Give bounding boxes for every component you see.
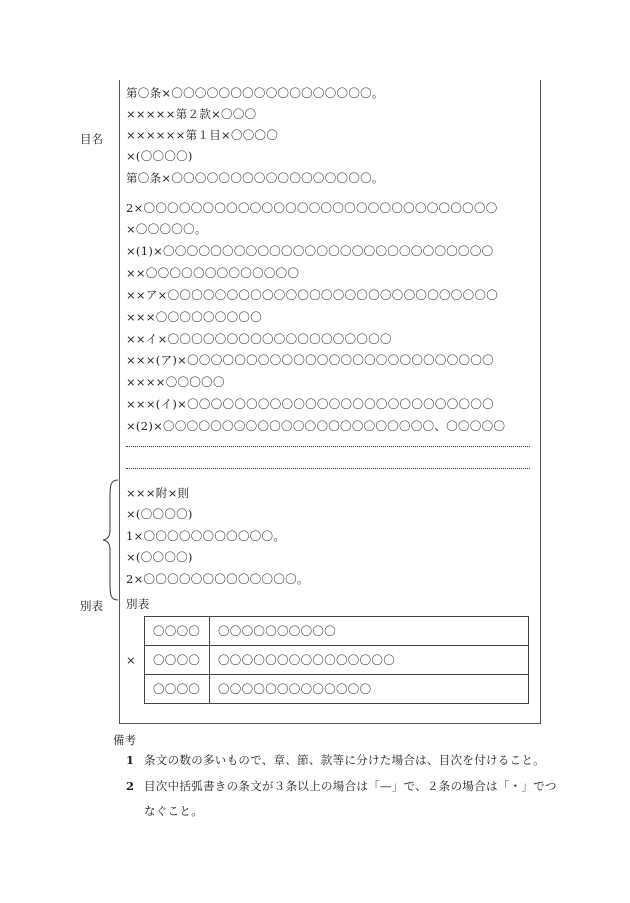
appendix-line: ×(〇〇〇〇) [126, 507, 193, 521]
toc-line: ××イ×〇〇〇〇〇〇〇〇〇〇〇〇〇〇〇〇〇〇〇 [126, 332, 392, 346]
table-row [145, 617, 529, 646]
note-item [126, 753, 545, 767]
toc-line: ×(〇〇〇〇) [126, 149, 193, 163]
table-cell: 〇〇〇〇〇〇〇〇〇〇 [210, 617, 529, 646]
note-text: 目次中括弧書きの条文が３条以上の場合は「—」で、２条の場合は「・」でつ [144, 779, 557, 793]
notes-title: 備考 [113, 733, 136, 747]
toc-line: ×(1)×〇〇〇〇〇〇〇〇〇〇〇〇〇〇〇〇〇〇〇〇〇〇〇〇〇〇〇〇 [126, 244, 494, 258]
table-cell: 〇〇〇〇〇〇〇〇〇〇〇〇〇〇〇 [210, 646, 529, 675]
toc-line: ××××××第１目×〇〇〇〇 [126, 128, 279, 142]
note-text: 条文の数の多いもので、章、節、款等に分けた場合は、目次を付けること。 [144, 753, 545, 767]
note-item [144, 804, 203, 818]
table-cell: 〇〇〇〇 [145, 675, 210, 704]
table-cell: 〇〇〇〇〇〇〇〇〇〇〇〇〇 [210, 675, 529, 704]
toc-line: ××××〇〇〇〇〇 [126, 375, 225, 389]
toc-line: 第〇条×〇〇〇〇〇〇〇〇〇〇〇〇〇〇〇〇〇。 [126, 86, 384, 100]
table-row [145, 675, 529, 704]
toc-line: ×××(イ)×〇〇〇〇〇〇〇〇〇〇〇〇〇〇〇〇〇〇〇〇〇〇〇〇〇〇 [126, 397, 494, 411]
dotted-separator [126, 468, 530, 470]
toc-line: 第〇条×〇〇〇〇〇〇〇〇〇〇〇〇〇〇〇〇〇。 [126, 171, 384, 185]
table-cell: 〇〇〇〇 [145, 646, 210, 675]
note-text: なぐこと。 [144, 804, 203, 818]
dotted-separator [126, 446, 530, 448]
note-number: 2 [126, 779, 135, 793]
beppyo-heading: 別表 [126, 597, 150, 611]
side-label-beppyo: 別表 [80, 599, 103, 613]
table-cross-mark: × [126, 653, 136, 667]
toc-line: ×(2)×〇〇〇〇〇〇〇〇〇〇〇〇〇〇〇〇〇〇〇〇〇〇〇、〇〇〇〇〇 [126, 419, 506, 433]
toc-line: ×××〇〇〇〇〇〇〇〇〇 [126, 310, 263, 324]
appendix-line: 2×〇〇〇〇〇〇〇〇〇〇〇〇〇。 [126, 572, 309, 586]
beppyo-table [144, 616, 529, 704]
toc-line: ××ア×〇〇〇〇〇〇〇〇〇〇〇〇〇〇〇〇〇〇〇〇〇〇〇〇〇〇〇〇 [126, 288, 499, 302]
appendix-line: ×××附×則 [126, 486, 190, 500]
toc-line: ×××××第２款×〇〇〇 [126, 107, 257, 121]
toc-line: ××〇〇〇〇〇〇〇〇〇〇〇〇〇 [126, 266, 300, 280]
side-label-mokuji: 目名 [80, 132, 103, 146]
appendix-line: 1×〇〇〇〇〇〇〇〇〇〇〇。 [126, 529, 286, 543]
toc-line: ×××(ア)×〇〇〇〇〇〇〇〇〇〇〇〇〇〇〇〇〇〇〇〇〇〇〇〇〇〇 [126, 353, 494, 367]
brace-icon [100, 478, 122, 602]
note-number: 1 [126, 753, 135, 767]
toc-line: 2×〇〇〇〇〇〇〇〇〇〇〇〇〇〇〇〇〇〇〇〇〇〇〇〇〇〇〇〇〇〇 [126, 201, 498, 215]
appendix-line: ×(〇〇〇〇) [126, 550, 193, 564]
table-cell: 〇〇〇〇 [145, 617, 210, 646]
toc-line: ×〇〇〇〇〇。 [126, 222, 207, 236]
note-item [126, 779, 557, 793]
table-row [145, 646, 529, 675]
